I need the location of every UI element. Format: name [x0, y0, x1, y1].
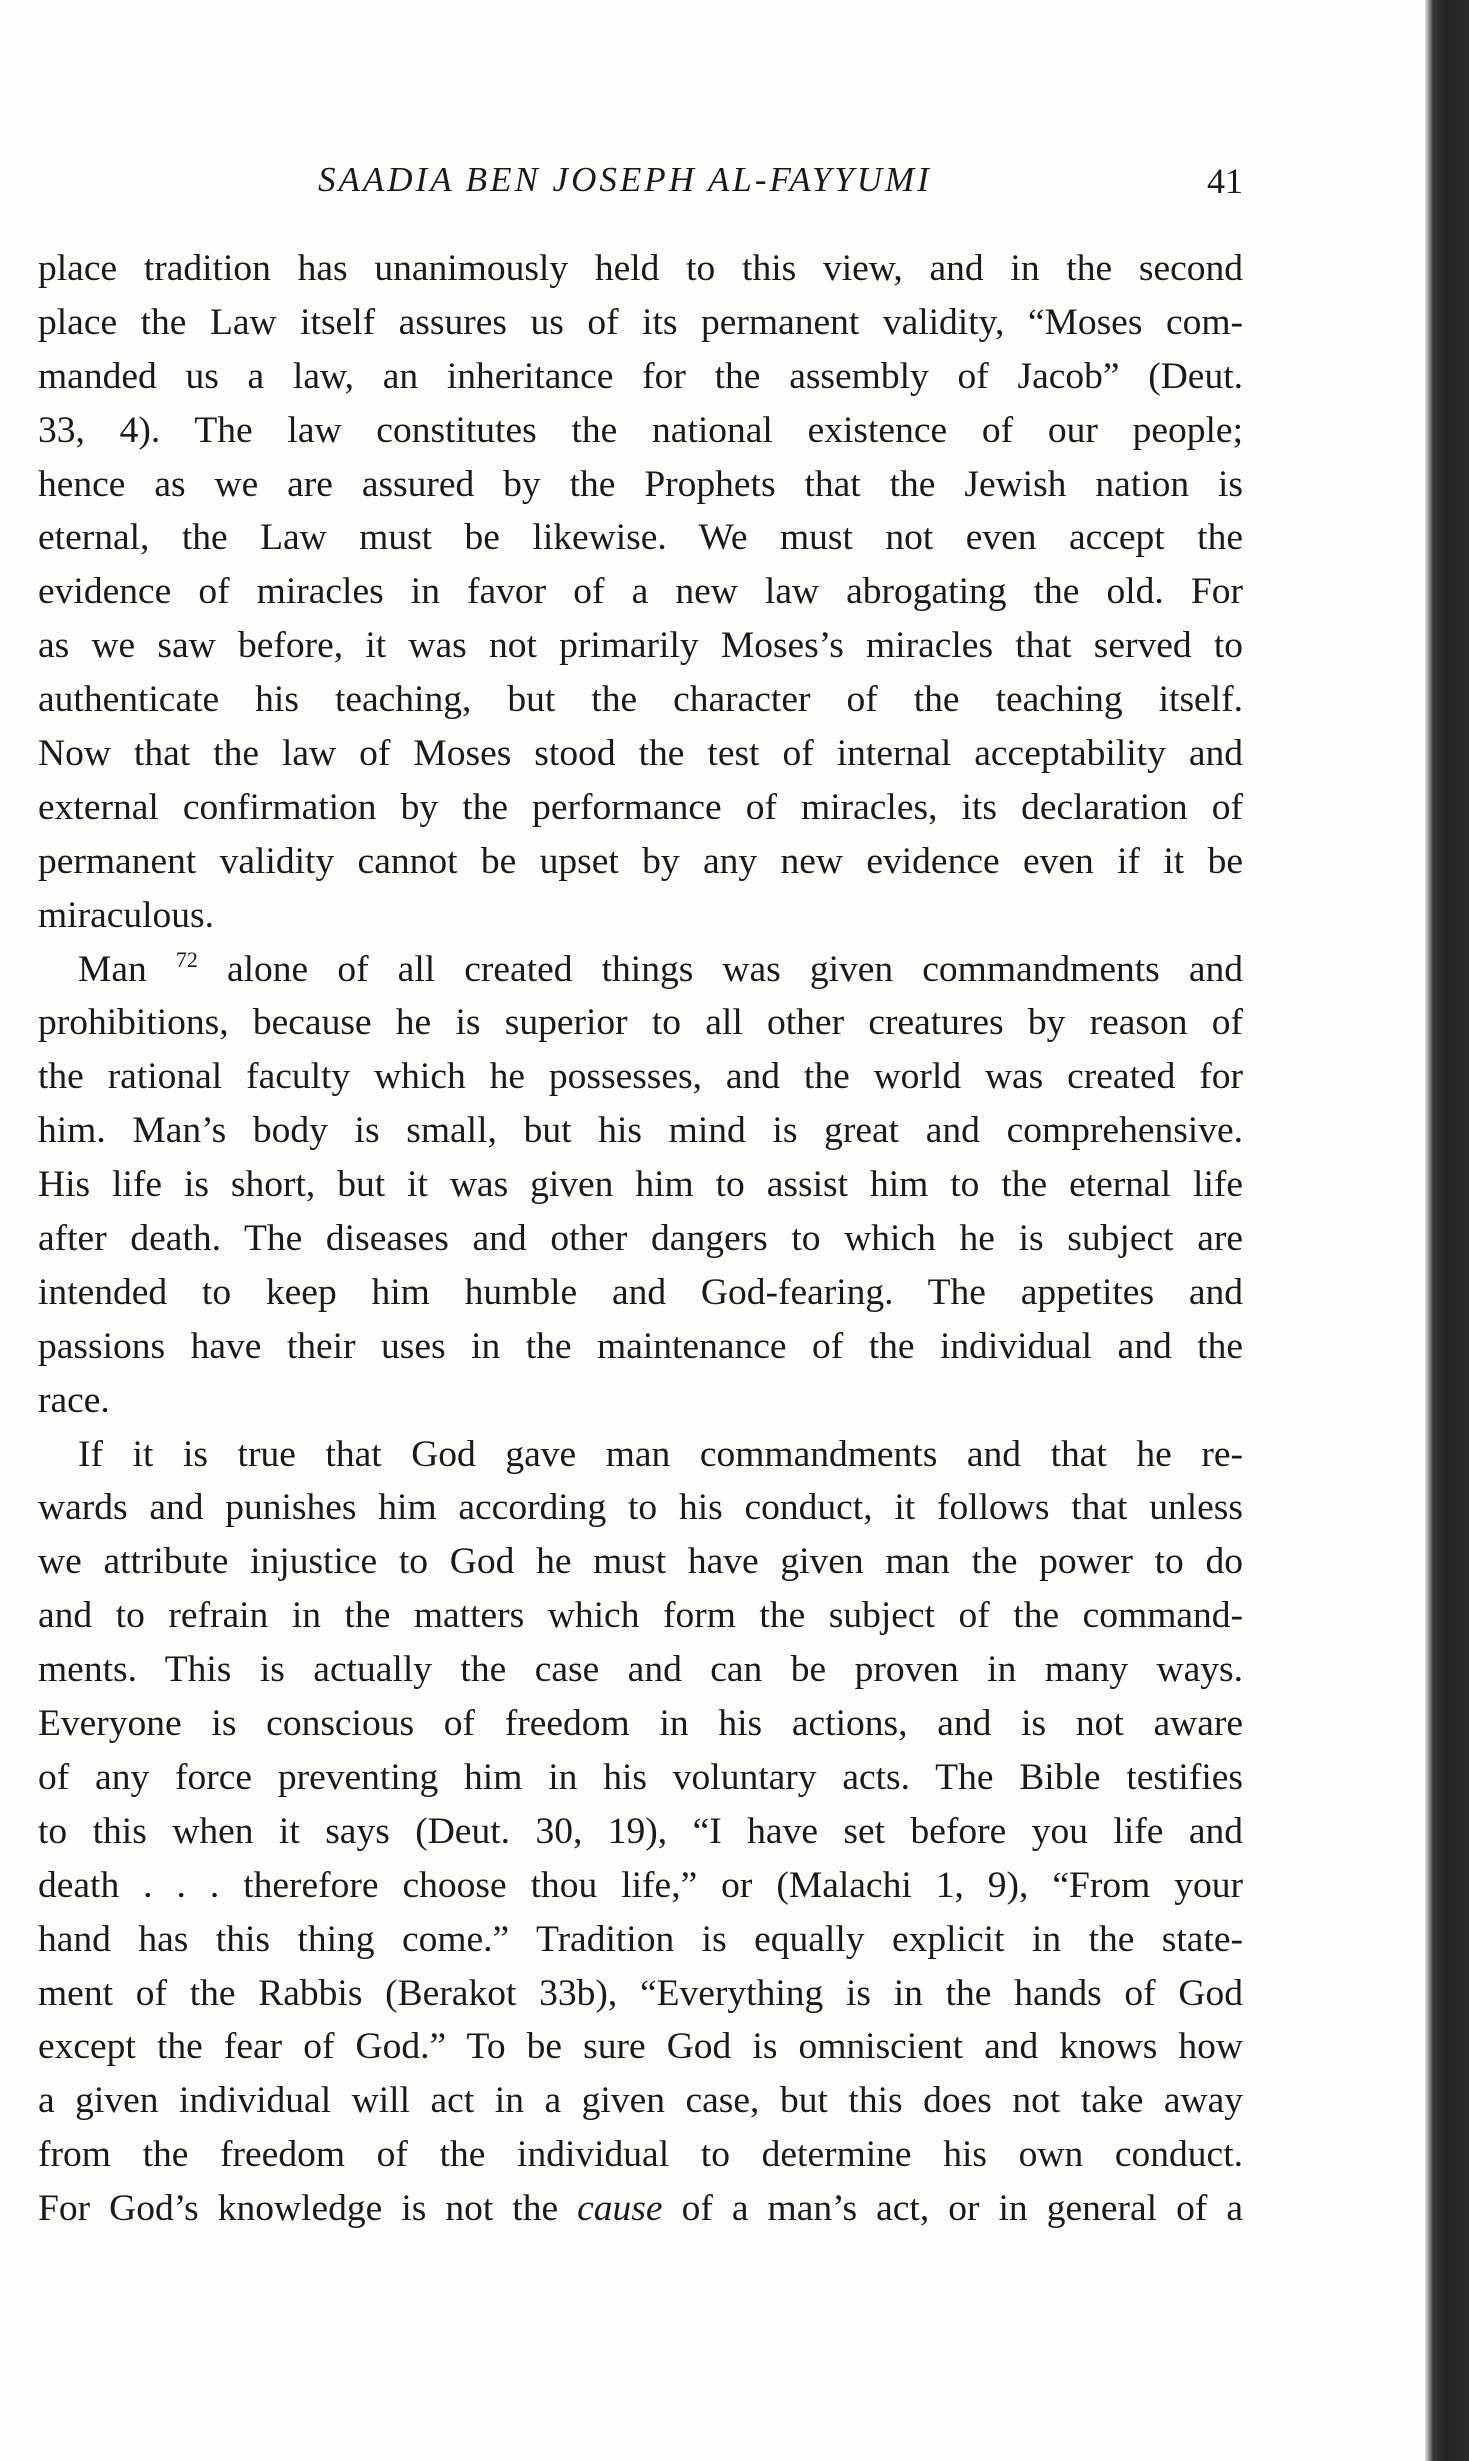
- text-line: 33, 4). The law constitutes the national existence of our people;: [38, 409, 1243, 451]
- paragraph-2: [38, 943, 1243, 1428]
- text-line: miraculous.: [38, 894, 215, 936]
- text-fragment: of a man’s act, or in general of a: [662, 2188, 1243, 2230]
- text-line: him. Man’s body is small, but his mind is great and comprehensive.: [38, 1110, 1243, 1152]
- footnote-reference: 72: [175, 946, 198, 972]
- text-line: to this when it says (Deut. 30, 19), “I have set before you life and: [38, 1810, 1243, 1852]
- body-text: [38, 242, 1243, 2236]
- text-line: external confirmation by the performance of miracles, its declaration of: [38, 786, 1243, 828]
- text-line: a given individual will act in a given case, but this does not take away: [38, 2080, 1243, 2122]
- text-line: ment of the Rabbis (Berakot 33b), “Everything is in the hands of God: [38, 1972, 1243, 2014]
- page-header: [38, 150, 1243, 210]
- text-fragment: alone of all created things was given commandments and: [197, 948, 1243, 990]
- text-line: place tradition has unanimously held to this view, and in the second: [38, 248, 1243, 289]
- text-line: evidence of miracles in favor of a new law abrogating the old. For: [38, 571, 1243, 613]
- text-line: Everyone is conscious of freedom in his actions, and is not aware: [38, 1703, 1243, 1745]
- text-line: place the Law itself assures us of its permanent validity, “Moses com-: [38, 301, 1243, 343]
- text-fragment: Man: [78, 948, 147, 990]
- text-line: Now that the law of Moses stood the test of internal acceptability and: [38, 733, 1243, 775]
- text-line: wards and punishes him according to his conduct, it follows that unless: [38, 1487, 1243, 1529]
- text-line: authenticate his teaching, but the character of the teaching itself.: [38, 679, 1243, 721]
- text-line: except the fear of God.” To be sure God is omniscient and knows how: [38, 2026, 1243, 2068]
- text-line: death . . . therefore choose thou life,” or (Malachi 1, 9), “From your: [38, 1864, 1243, 1906]
- text-line: hand has this thing come.” Tradition is equally explicit in the state-: [38, 1918, 1243, 1960]
- page-binding-edge: [1425, 0, 1469, 2461]
- text-line: ments. This is actually the case and can be proven in many ways.: [38, 1649, 1243, 1691]
- text-line: race.: [38, 1379, 110, 1421]
- text-line: we attribute injustice to God he must have given man the power to do: [38, 1541, 1243, 1583]
- text-line: hence as we are assured by the Prophets that the Jewish nation is: [38, 463, 1243, 505]
- text-line: His life is short, but it was given him to assist him to the eternal life: [38, 1164, 1243, 1206]
- text-line-final: [38, 2182, 1243, 2236]
- text-line: from the freedom of the individual to determine his own conduct.: [38, 2134, 1243, 2176]
- text-line: passions have their uses in the maintenance of the individual and the: [38, 1325, 1243, 1367]
- paragraph-3: [38, 1428, 1243, 2236]
- text-line: of any force preventing him in his voluntary acts. The Bible testifies: [38, 1756, 1243, 1798]
- text-line: after death. The diseases and other dangers to which he is subject are: [38, 1218, 1243, 1260]
- text-line: as we saw before, it was not primarily Moses’s miracles that served to: [38, 625, 1243, 667]
- paragraph-1: [38, 242, 1243, 943]
- text-line: and to refrain in the matters which form the subject of the command-: [38, 1595, 1243, 1637]
- text-line: If it is true that God gave man commandments and that he re-: [78, 1433, 1243, 1475]
- text-fragment: For God’s knowledge is not the: [38, 2188, 578, 2230]
- text-line: permanent validity cannot be upset by any new evidence even if it be: [38, 840, 1243, 882]
- running-title: SAADIA BEN JOSEPH AL-FAYYUMI: [318, 160, 932, 199]
- text-line: the rational faculty which he possesses, and the world was created for: [38, 1056, 1243, 1098]
- text-line: prohibitions, because he is superior to all other creatures by reason of: [38, 1002, 1243, 1044]
- text-line: manded us a law, an inheritance for the assembly of Jacob” (Deut.: [38, 355, 1243, 397]
- page-number: 41: [1207, 161, 1243, 201]
- text-line-first: [38, 943, 1243, 997]
- text-line: intended to keep him humble and God-fearing. The appetites and: [38, 1271, 1243, 1313]
- emphasized-word: cause: [577, 2188, 663, 2230]
- text-line: eternal, the Law must be likewise. We must not even accept the: [38, 517, 1243, 559]
